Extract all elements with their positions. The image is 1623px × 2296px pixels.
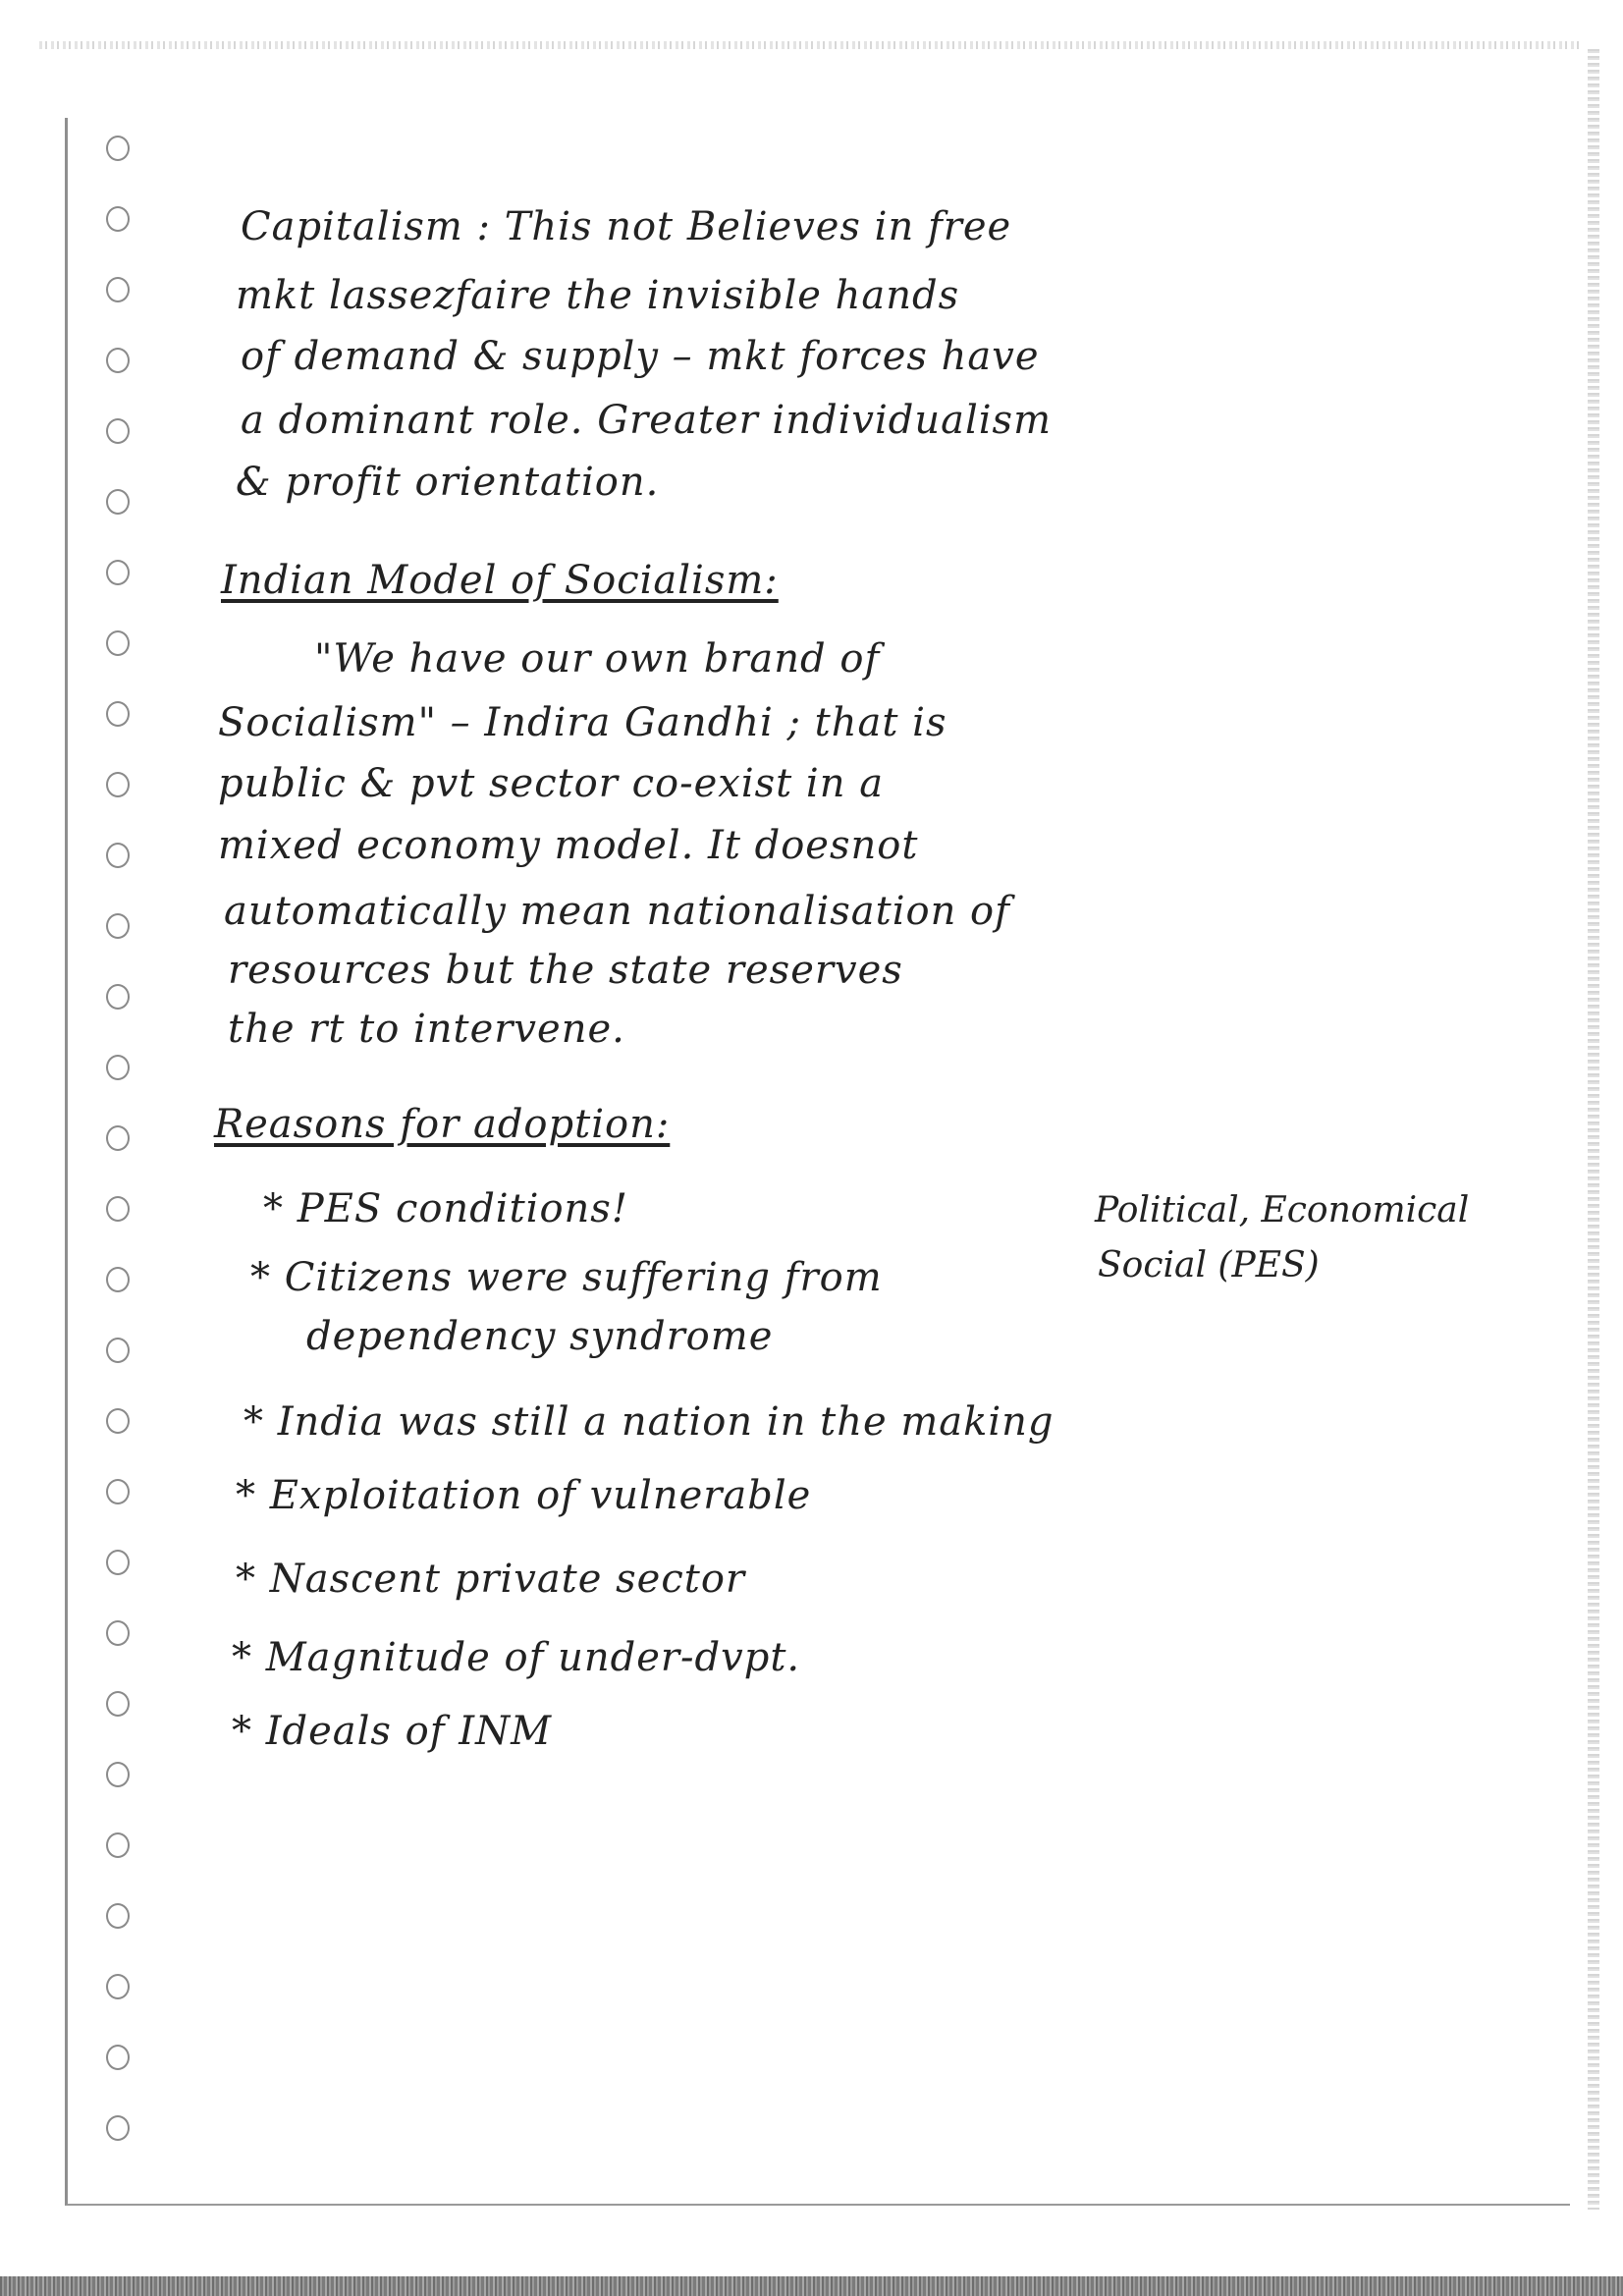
indian-model-line: Socialism" – Indira Gandhi ; that is: [218, 700, 947, 745]
section-heading-indian-model: Indian Model of Socialism:: [221, 558, 779, 603]
capitalism-line: & profit orientation.: [236, 460, 660, 505]
indian-model-line: automatically mean nationalisation of: [224, 889, 1010, 934]
capitalism-line: mkt lassezfaire the invisible hands: [236, 273, 960, 318]
reason-item: * India was still a nation in the making: [243, 1399, 1055, 1445]
reason-item: * Exploitation of vulnerable: [236, 1473, 812, 1518]
reason-item: * Nascent private sector: [236, 1557, 746, 1602]
indian-model-line: mixed economy model. It doesnot: [218, 823, 919, 868]
margin-note-line: Political, Economical: [1095, 1190, 1470, 1230]
indian-model-line: public & pvt sector co-exist in a: [218, 761, 885, 806]
capitalism-line: Capitalism : This not Believes in free: [241, 204, 1012, 249]
reason-item: * Citizens were suffering from: [250, 1255, 883, 1300]
indian-model-line: the rt to intervene.: [228, 1007, 625, 1052]
capitalism-line: of demand & supply – mkt forces have: [241, 334, 1040, 379]
margin-note-line: Social (PES): [1098, 1245, 1320, 1285]
reason-item: dependency syndrome: [306, 1314, 774, 1359]
section-heading-reasons: Reasons for adoption:: [214, 1102, 671, 1147]
indian-model-line: resources but the state reserves: [228, 948, 903, 993]
reason-item: * Magnitude of under-dvpt.: [232, 1635, 801, 1680]
indian-model-line: "We have our own brand of: [314, 636, 881, 682]
reason-item: * PES conditions!: [263, 1186, 628, 1231]
reason-item: * Ideals of INM: [232, 1709, 553, 1754]
capitalism-line: a dominant role. Greater individualism: [241, 398, 1053, 443]
